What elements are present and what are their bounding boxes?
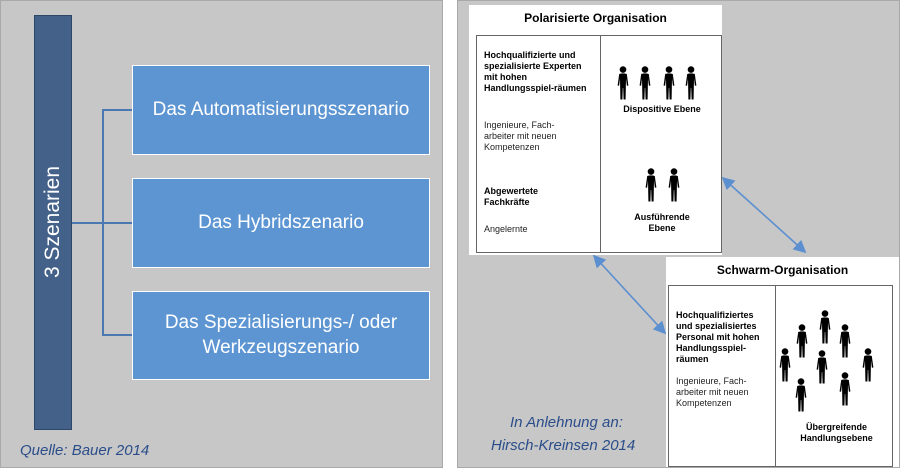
polarized-title: Polarisierte Organisation (524, 11, 667, 25)
reference-caption-2: Hirsch-Kreinsen 2014 (491, 437, 636, 454)
person-icon (819, 310, 831, 344)
person-icon (795, 378, 807, 412)
scenario-specialization: Das Spezialisierungs-/ oder Werkzeugszenario (132, 291, 430, 380)
person-icon (839, 324, 851, 358)
organisation-panel (457, 0, 900, 468)
person-icon (685, 66, 697, 100)
polarized-devalued: Abgewertete Fachkräfte (484, 186, 539, 207)
connector-branch-1 (102, 109, 132, 111)
person-icon (668, 168, 680, 202)
scenario-automation: Das Automatisierungsszenario (132, 65, 430, 155)
scenarios-bar-label: 3 Szenarien (41, 165, 64, 279)
swarm-frame (668, 285, 893, 467)
person-icon (796, 324, 808, 358)
person-icon (779, 348, 791, 382)
dispositive-level-label: Dispositive Ebene (623, 104, 701, 114)
connector-trunk (72, 222, 103, 224)
arrow-polarized-to-swarm-right (724, 179, 804, 251)
executive-level-label: Ausführende Ebene (634, 212, 690, 233)
person-icon (663, 66, 675, 100)
person-icon (639, 66, 651, 100)
polarized-engineers: Ingenieure, Fach-arbeiter mit neuen Kompetenzen (484, 120, 557, 152)
connector-branch-2 (102, 222, 132, 224)
polarized-experts: Hochqualifizierte und spezialisierte Experten mit hohen Handlungsspiel-räumen (484, 50, 587, 93)
swarm-title: Schwarm-Organisation (716, 263, 849, 277)
source-caption: Quelle: Bauer 2014 (20, 442, 150, 459)
swarm-level-label: Übergreifende Handlungsebene (800, 422, 873, 443)
swarm-organisation-card (666, 257, 899, 467)
person-icon (862, 348, 874, 382)
person-icon (617, 66, 629, 100)
person-icon (839, 372, 851, 406)
polarized-semi-skilled: Angelernte (484, 224, 528, 234)
swarm-personnel: Hochqualifiziertes und spezialisiertes Personal mit hohen Handlungsspiel-räumen (676, 310, 760, 364)
polarized-frame (476, 35, 722, 253)
swarm-divider (775, 286, 776, 466)
connector-branch-3 (102, 334, 132, 336)
person-icon (816, 350, 828, 384)
person-icon (645, 168, 657, 202)
reference-caption-1: In Anlehnung an: (510, 414, 623, 431)
scenarios-panel (0, 0, 443, 468)
scenario-hybrid: Das Hybridszenario (132, 178, 430, 268)
polarized-organisation-card (469, 5, 722, 255)
polarized-divider (600, 36, 601, 252)
swarm-engineers: Ingenieure, Fach-arbeiter mit neuen Kompetenzen (676, 376, 749, 408)
arrow-polarized-to-swarm-left (595, 257, 664, 332)
